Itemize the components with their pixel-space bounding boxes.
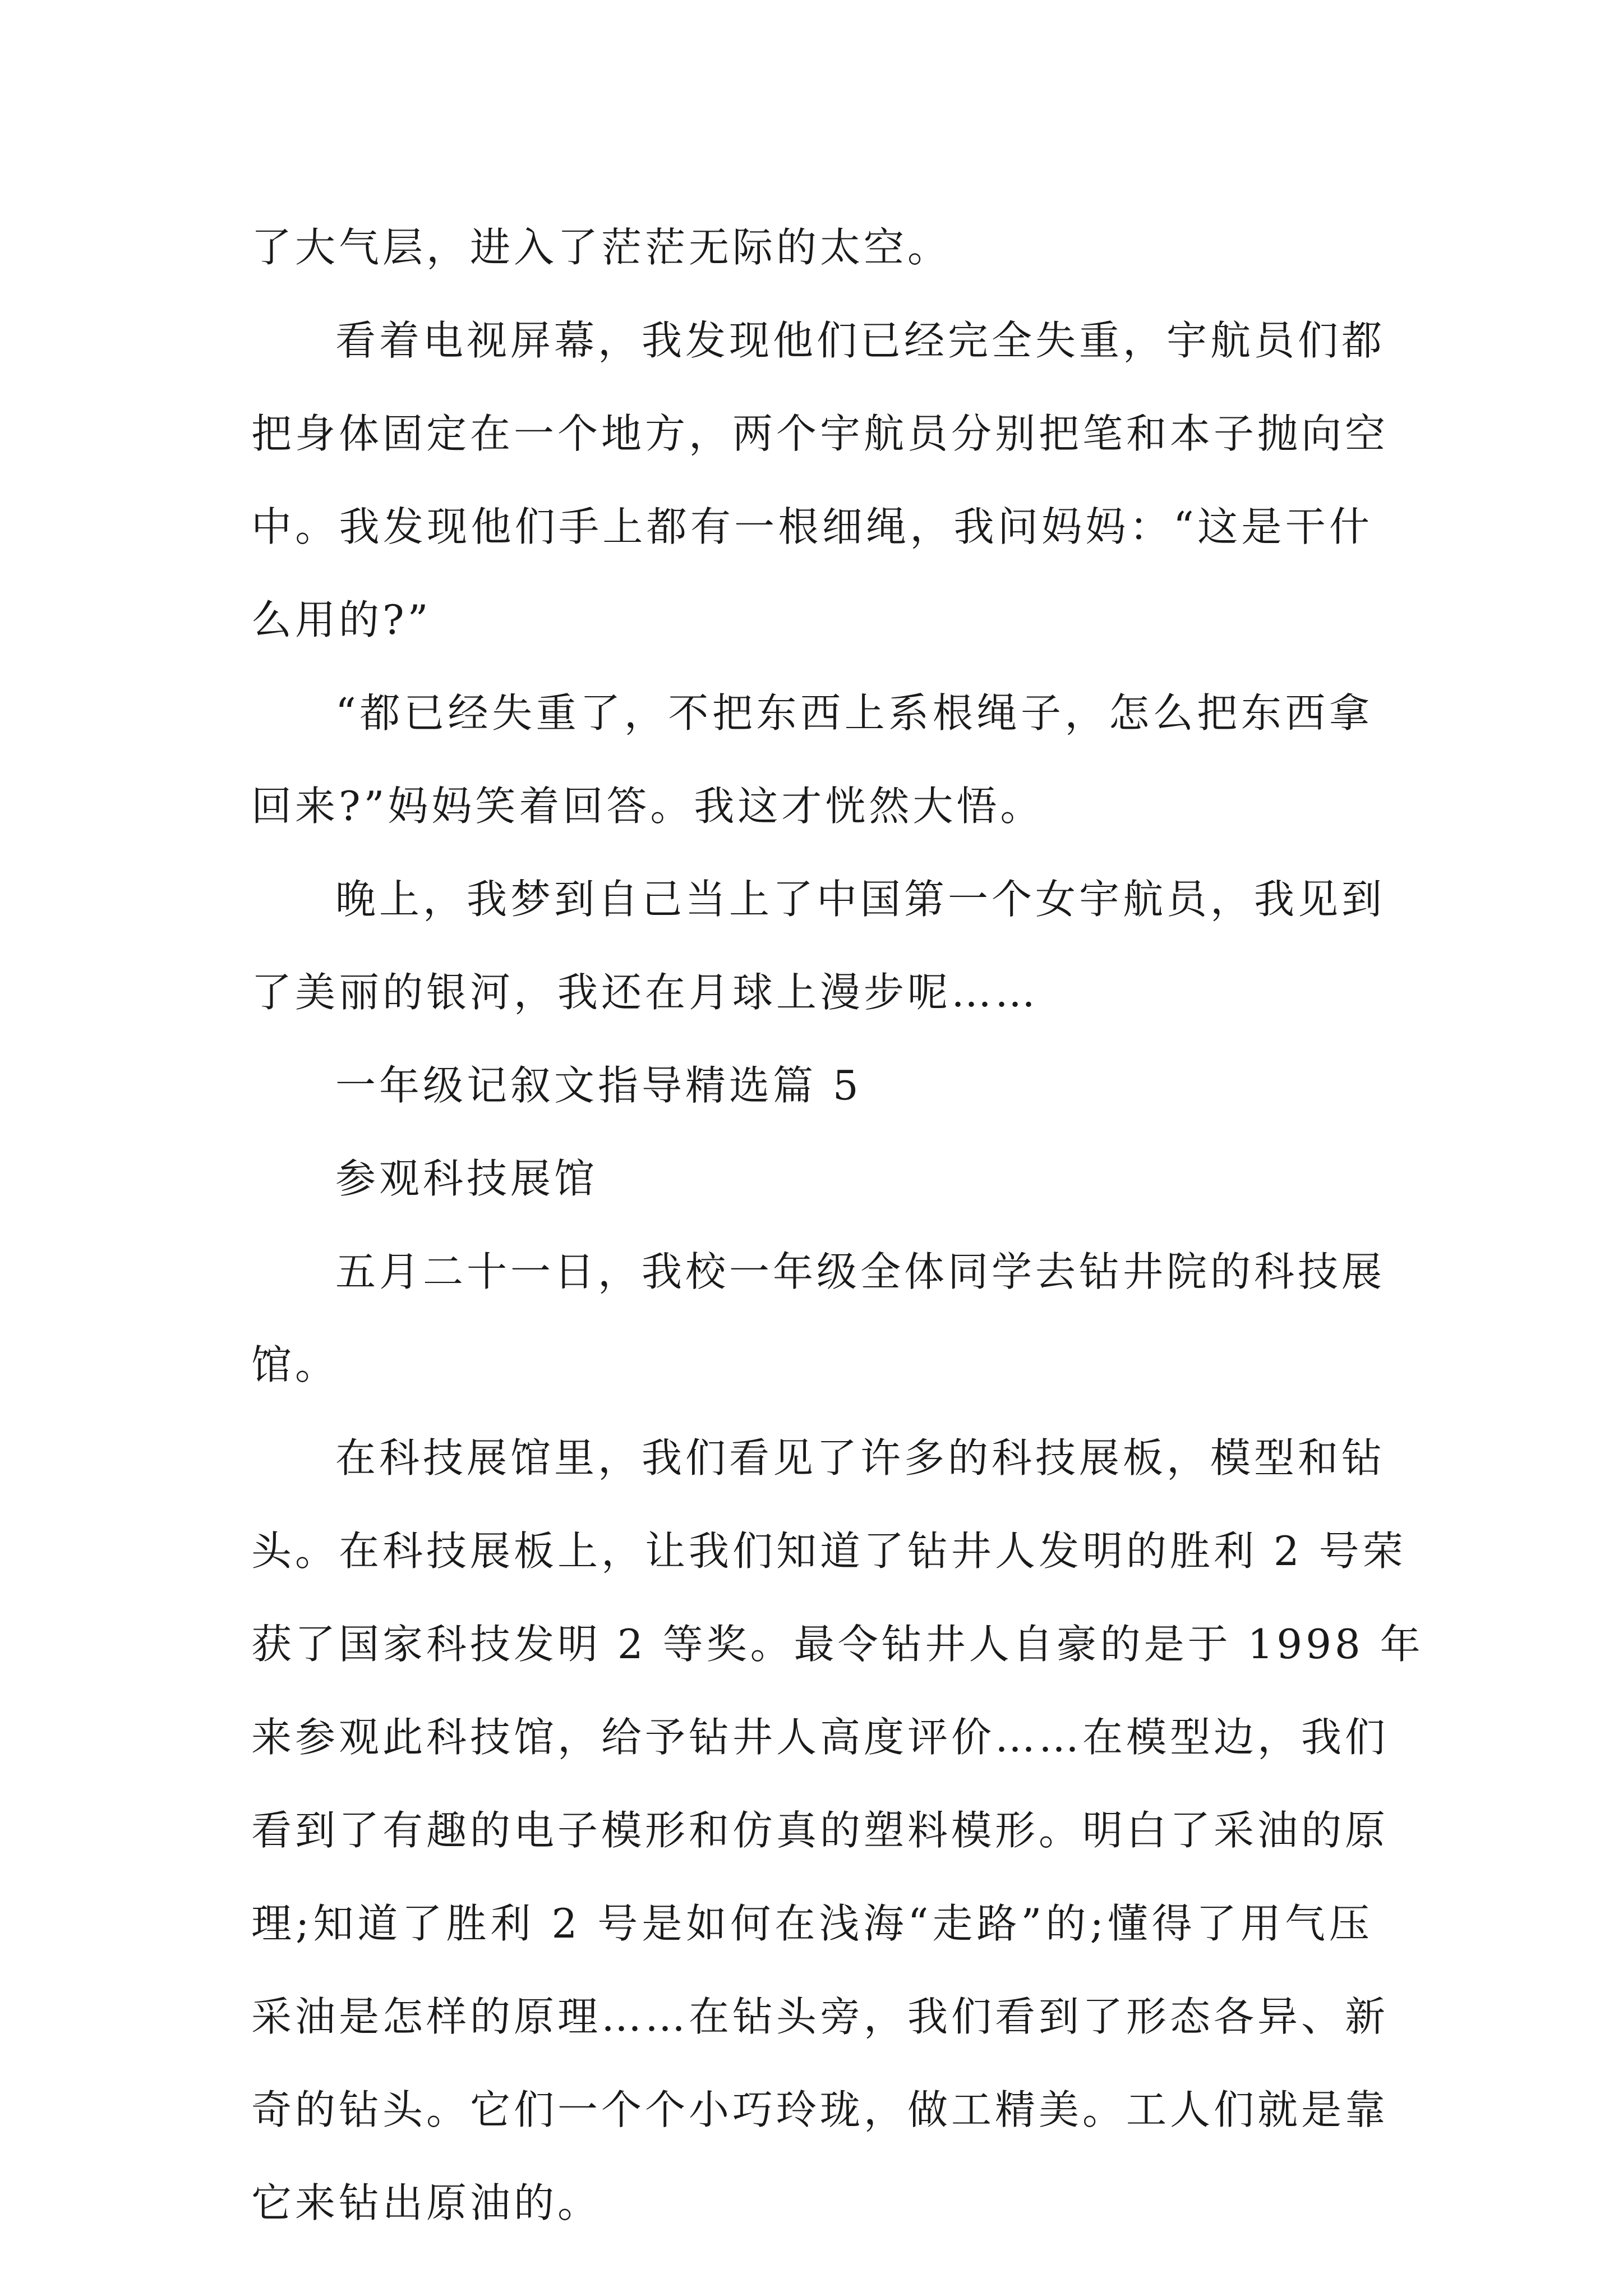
text-line: 馆。 <box>251 1341 339 1388</box>
section-heading: 一年级记叙文指导精选篇 5 <box>335 1062 862 1109</box>
text-line: “都已经失重了，不把东西上系根绳子，怎么把东西拿 <box>335 689 1373 737</box>
text-line: 头。在科技展板上，让我们知道了钻井人发明的胜利 2 号荣 <box>251 1527 1407 1575</box>
text-line: 五月二十一日，我校一年级全体同学去钻井院的科技展 <box>335 1248 1386 1295</box>
text-line: 中。我发现他们手上都有一根细绳，我问妈妈：“这是干什 <box>251 503 1373 550</box>
text-line: 晚上，我梦到自己当上了中国第一个女宇航员，我见到 <box>335 876 1386 923</box>
text-line: 来参观此科技馆，给予钻井人高度评价……在模型边，我们 <box>251 1714 1389 1761</box>
text-line: 采油是怎样的原理……在钻头旁，我们看到了形态各异、新 <box>251 1993 1389 2040</box>
text-line: 了大气层，进入了茫茫无际的太空。 <box>251 224 952 271</box>
essay-title: 参观科技展馆 <box>335 1155 598 1202</box>
text-line: 在科技展馆里，我们看见了许多的科技展板，模型和钻 <box>335 1434 1386 1481</box>
text-line: 回来?”妈妈笑着回答。我这才恍然大悟。 <box>251 783 1044 830</box>
text-line: 把身体固定在一个地方，两个宇航员分别把笔和本子抛向空 <box>251 410 1389 457</box>
text-line: 看到了有趣的电子模形和仿真的塑料模形。明白了采油的原 <box>251 1807 1389 1854</box>
text-line: 理;知道了胜利 2 号是如何在浅海“走路”的;懂得了用气压 <box>251 1900 1373 1947</box>
text-line: 看着电视屏幕，我发现他们已经完全失重，宇航员们都 <box>335 317 1386 364</box>
text-line: 了美丽的银河，我还在月球上漫步呢…… <box>251 969 1039 1016</box>
text-line: 么用的?” <box>251 596 432 643</box>
text-line: 它来钻出原油的。 <box>251 2179 602 2226</box>
text-line: 获了国家科技发明 2 等奖。最令钻井人自豪的是于 1998 年 <box>251 1621 1424 1668</box>
text-line: 奇的钻头。它们一个个小巧玲珑，做工精美。工人们就是靠 <box>251 2086 1389 2133</box>
body-text <box>251 201 1424 2249</box>
